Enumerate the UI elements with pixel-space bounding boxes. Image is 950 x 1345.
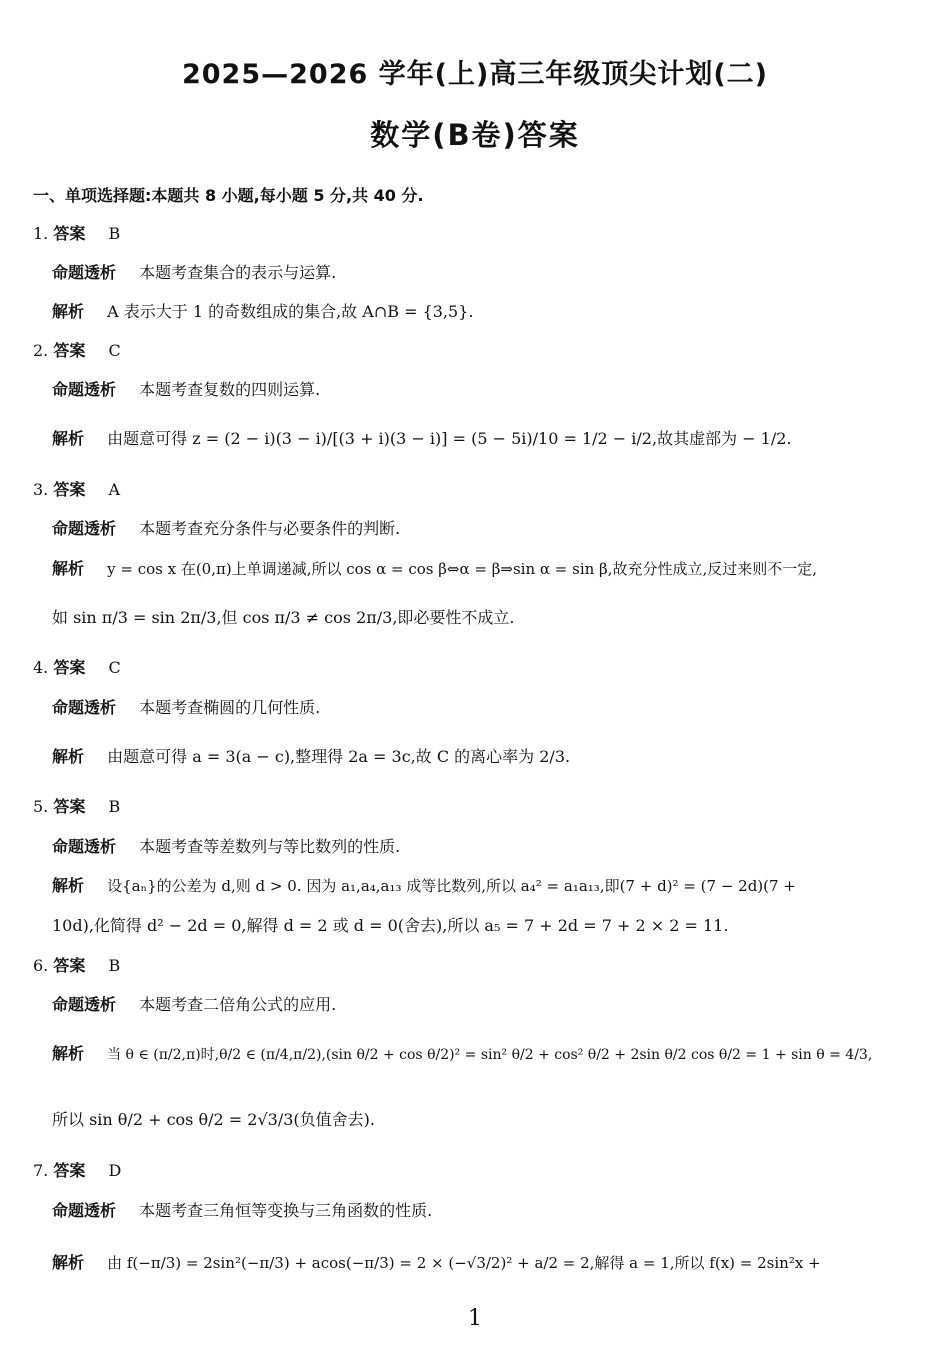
question-3-answer-line <box>33 479 120 501</box>
question-number: 4. <box>33 658 49 677</box>
analysis-text: 设{aₙ}的公差为 d,则 d > 0. 因为 a₁,a₄,a₁₃ 成等比数列,所以 a₄² = a₁a₁₃,即(7 + d)² = (7 − 2d)(7 + <box>107 877 796 895</box>
question-5-answer-line <box>33 796 120 818</box>
question-6-answer-line <box>33 955 120 977</box>
analysis-text: 如 sin π/3 = sin 2π/3,但 cos π/3 ≠ cos 2π/3,即必要性不成立. <box>52 608 515 627</box>
question-4-answer-line <box>33 657 121 679</box>
page-number: 1 <box>468 1306 482 1331</box>
question-number: 7. <box>33 1161 49 1180</box>
answer-label: 答案 <box>53 956 86 975</box>
answer-label: 答案 <box>53 341 86 360</box>
question-2-intent-line <box>52 379 320 401</box>
page-title-line2: 数学(B卷)答案 <box>370 118 580 152</box>
answer-value: B <box>108 797 121 816</box>
analysis-text: 由题意可得 a = 3(a − c),整理得 2a = 3c,故 C 的离心率为 2/3. <box>107 747 571 766</box>
analysis-label: 解析 <box>52 1044 85 1063</box>
question-number: 5. <box>33 797 49 816</box>
analysis-text: 当 θ ∈ (π/2,π)时,θ/2 ∈ (π/4,π/2),(sin θ/2 + cos θ/2)² = sin² θ/2 + cos² θ/2 + 2sin θ/2 cos θ/2 = 1 + sin θ = 4/3, <box>107 1047 873 1063</box>
question-6-analysis-continuation <box>52 1109 375 1131</box>
answer-label: 答案 <box>53 224 86 243</box>
question-7-intent-line <box>52 1200 432 1222</box>
analysis-label: 解析 <box>52 559 85 578</box>
question-5-analysis-continuation <box>52 915 728 937</box>
question-3-analysis-continuation <box>52 607 515 629</box>
answer-value: C <box>108 658 121 677</box>
question-5-intent-line <box>52 836 400 858</box>
question-number: 6. <box>33 956 49 975</box>
answer-value: B <box>108 224 121 243</box>
answer-value: B <box>108 956 121 975</box>
question-6-analysis-line <box>52 1043 872 1066</box>
answer-label: 答案 <box>53 797 86 816</box>
intent-text: 本题考查充分条件与必要条件的判断. <box>139 519 401 538</box>
analysis-label: 解析 <box>52 429 85 448</box>
section-heading: 一、单项选择题:本题共 8 小题,每小题 5 分,共 40 分. <box>33 186 424 205</box>
question-6-intent-line <box>52 994 336 1016</box>
intent-label: 命题透析 <box>52 1201 117 1220</box>
answer-value: D <box>108 1161 122 1180</box>
page-title-line1: 2025—2026 学年(上)高三年级顶尖计划(二) <box>181 59 769 90</box>
intent-text: 本题考查三角恒等变换与三角函数的性质. <box>139 1201 433 1220</box>
question-4-intent-line <box>52 697 320 719</box>
analysis-label: 解析 <box>52 876 85 895</box>
intent-text: 本题考查复数的四则运算. <box>139 380 321 399</box>
intent-label: 命题透析 <box>52 519 117 538</box>
intent-text: 本题考查椭圆的几何性质. <box>139 698 321 717</box>
question-7-answer-line <box>33 1160 121 1182</box>
intent-label: 命题透析 <box>52 380 117 399</box>
intent-label: 命题透析 <box>52 698 117 717</box>
analysis-text: y = cos x 在(0,π)上单调递减,所以 cos α = cos β⇔α = β⇒sin α = sin β,故充分性成立,反过来则不一定, <box>107 560 818 578</box>
question-number: 1. <box>33 224 49 243</box>
question-1-analysis-line <box>52 301 473 323</box>
intent-label: 命题透析 <box>52 837 117 856</box>
question-7-analysis-line <box>52 1252 821 1274</box>
answer-label: 答案 <box>53 658 86 677</box>
question-2-answer-line <box>33 340 121 362</box>
analysis-text: 所以 sin θ/2 + cos θ/2 = 2√3/3(负值舍去). <box>52 1110 375 1129</box>
analysis-text: A 表示大于 1 的奇数组成的集合,故 A∩B = {3,5}. <box>107 302 474 321</box>
intent-label: 命题透析 <box>52 263 117 282</box>
question-4-analysis-line <box>52 746 570 768</box>
intent-text: 本题考查集合的表示与运算. <box>139 263 337 282</box>
analysis-text: 由 f(−π/3) = 2sin²(−π/3) + acos(−π/3) = 2 × (−√3/2)² + a/2 = 2,解得 a = 1,所以 f(x) = 2sin²x + <box>107 1254 821 1272</box>
analysis-text: 10d),化简得 d² − 2d = 0,解得 d = 2 或 d = 0(舍去),所以 a₅ = 7 + 2d = 7 + 2 × 2 = 11. <box>52 916 729 935</box>
question-2-analysis-line <box>52 428 791 450</box>
intent-text: 本题考查等差数列与等比数列的性质. <box>139 837 401 856</box>
answer-label: 答案 <box>53 1161 86 1180</box>
question-number: 2. <box>33 341 49 360</box>
question-1-answer-line <box>33 223 120 245</box>
answer-value: A <box>108 480 121 499</box>
question-1-intent-line <box>52 262 336 284</box>
question-3-analysis-line <box>52 558 817 580</box>
analysis-label: 解析 <box>52 302 85 321</box>
analysis-label: 解析 <box>52 747 85 766</box>
intent-label: 命题透析 <box>52 995 117 1014</box>
question-5-analysis-line <box>52 875 796 897</box>
question-3-intent-line <box>52 518 400 540</box>
analysis-label: 解析 <box>52 1253 85 1272</box>
analysis-text: 由题意可得 z = (2 − i)(3 − i)/[(3 + i)(3 − i)] = (5 − 5i)/10 = 1/2 − i/2,故其虚部为 − 1/2. <box>107 429 792 448</box>
answer-value: C <box>108 341 121 360</box>
intent-text: 本题考查二倍角公式的应用. <box>139 995 337 1014</box>
answer-label: 答案 <box>53 480 86 499</box>
question-number: 3. <box>33 480 49 499</box>
